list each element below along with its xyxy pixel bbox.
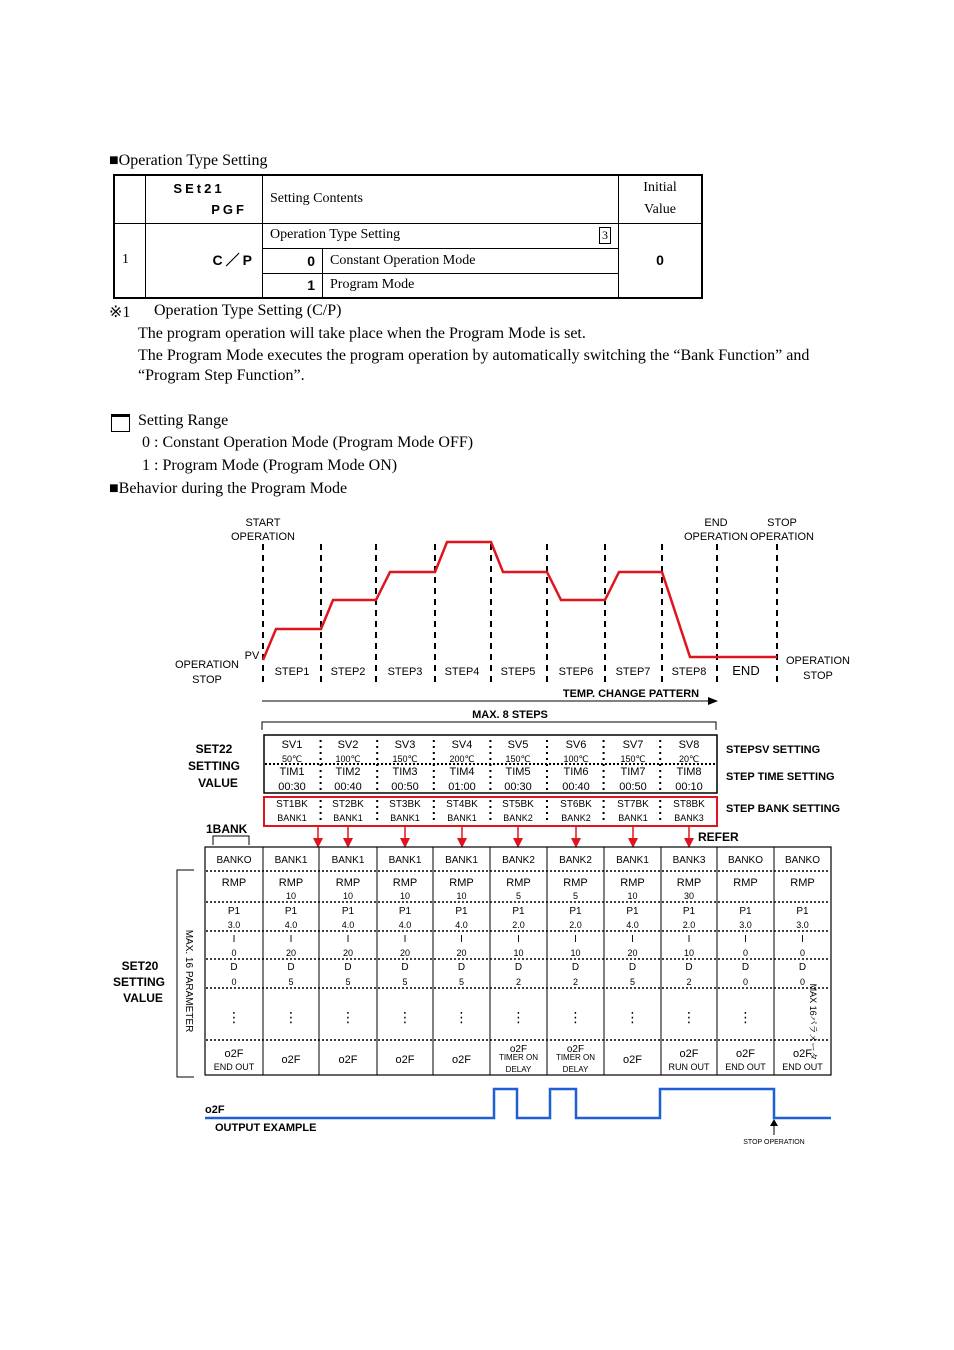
p1-label: P1 [284, 906, 298, 917]
tim-value: 00:50 [391, 781, 419, 793]
i-value: 20 [627, 948, 638, 958]
step-bank-label: ST3BK [389, 799, 421, 810]
o2f-label: o2F [566, 1044, 585, 1055]
set22-label: SET22 [195, 742, 233, 756]
step-bank-value: BANK1 [277, 813, 307, 823]
step-bank-value: BANK1 [618, 813, 648, 823]
sv-label: SV5 [507, 739, 529, 751]
bank-name: BANK1 [616, 855, 649, 866]
d-label: D [287, 962, 295, 973]
one-bank-bracket [213, 836, 249, 845]
sv-value: 150℃ [620, 754, 646, 764]
note-title: Operation Type Setting (C/P) [154, 302, 342, 319]
stop-operation-arrow-head [770, 1119, 778, 1126]
d-label: D [230, 962, 238, 973]
more-params-dots: ⋮ [625, 1009, 640, 1025]
step-bank-label: ST1BK [276, 799, 308, 810]
range-option-1: 1 : Program Mode (Program Mode ON) [142, 457, 398, 474]
set22-label: SETTING [187, 759, 241, 773]
rmp-value: 5 [515, 891, 522, 901]
tim-label: TIM1 [279, 766, 305, 778]
sv-value: 100℃ [563, 754, 589, 764]
stop-operation-label: STOP [767, 517, 797, 529]
operation-stop-left: OPERATION [175, 659, 239, 671]
o2f-label: o2F [679, 1048, 699, 1060]
more-params-dots: ⋮ [284, 1009, 298, 1025]
tim-value: 00:40 [562, 781, 590, 793]
note-line-1: The program operation will take place when the Program Mode is set. [138, 325, 586, 342]
p1-label: P1 [796, 906, 809, 917]
p1-value: 4.0 [626, 920, 639, 930]
start-operation-label: START [245, 517, 281, 529]
i-label: I [517, 934, 520, 945]
sv-value: 150℃ [505, 754, 531, 764]
rmp-label: RMP [278, 877, 304, 889]
rmp-value: 10 [285, 891, 297, 901]
output-waveform [205, 1089, 831, 1118]
step-label: STEP3 [387, 666, 423, 678]
p1-value: 4.0 [398, 920, 412, 930]
row-note-box: 3 [599, 227, 611, 244]
rmp-value: 30 [683, 891, 695, 901]
header-contents: Setting Contents [263, 175, 619, 223]
start-operation-label: OPERATION [231, 531, 295, 543]
o2f-label: o2F [793, 1048, 812, 1060]
stop-operation-bottom-label: STOP OPERATION [743, 1139, 805, 1146]
section-title: ■Operation Type Setting [109, 152, 268, 169]
bank-name: BANK3 [672, 855, 706, 866]
o2f-note: RUN OUT [668, 1062, 710, 1072]
o2f-label: o2F [452, 1054, 471, 1066]
tim-label: TIM4 [449, 766, 475, 778]
sv-label: SV2 [337, 739, 359, 751]
output-example-label: OUTPUT EXAMPLE [215, 1122, 317, 1134]
more-params-dots: ⋮ [398, 1009, 412, 1025]
o2f-note: DELAY [562, 1065, 589, 1074]
i-value: 0 [231, 948, 237, 958]
p1-label: P1 [512, 906, 525, 917]
bank-name: BANKO [727, 855, 764, 866]
i-label: I [403, 934, 407, 945]
sv-label: SV4 [451, 739, 473, 751]
initial-value: 0 [619, 223, 703, 298]
pv-label: PV [244, 650, 260, 662]
p1-label: P1 [341, 906, 355, 917]
sv-value: 200℃ [449, 754, 475, 764]
step-bank-label: ST6BK [560, 799, 592, 810]
code-set21: SEt21 [173, 181, 225, 197]
row-code: C／P [146, 223, 263, 298]
sv-value: 150℃ [392, 754, 418, 764]
bank-name: BANKO [216, 855, 252, 866]
rmp-label: RMP [449, 877, 474, 889]
temperature-pattern-line [263, 542, 777, 660]
row-number: 1 [114, 223, 146, 298]
i-label: I [289, 934, 293, 945]
rmp-label: RMP [392, 877, 418, 889]
p1-label: P1 [227, 906, 241, 917]
o2f-label: o2F [623, 1054, 642, 1066]
set20-label: SETTING [112, 975, 166, 989]
rmp-value: 10 [342, 891, 354, 901]
tim-label: TIM7 [620, 766, 646, 778]
p1-value: 3.0 [739, 920, 752, 930]
header-no-cell [114, 175, 146, 223]
step-bank-label: ST5BK [502, 799, 534, 810]
step-bank-label: ST2BK [332, 799, 364, 810]
operation-stop-right: STOP [803, 670, 833, 682]
bank-name: BANK1 [274, 855, 308, 866]
tim-label: TIM2 [335, 766, 361, 778]
step-bank-value: BANK1 [333, 813, 363, 823]
tim-label: TIM5 [505, 766, 531, 778]
p1-value: 2.0 [682, 920, 696, 930]
step-sv-setting-label: STEPSV SETTING [726, 744, 821, 756]
step-label: STEP6 [558, 666, 594, 678]
bank-name: BANKO [784, 855, 821, 866]
max-steps-bracket [262, 722, 716, 730]
d-value: 5 [629, 977, 636, 987]
more-params-dots: ⋮ [341, 1009, 355, 1025]
step-label: STEP4 [444, 666, 480, 678]
p1-value: 2.0 [569, 920, 582, 930]
o2f-note: END OUT [782, 1062, 823, 1072]
output-o2f-label: o2F [205, 1104, 225, 1116]
operation-type-table [113, 174, 703, 299]
end-operation-label: END [704, 517, 728, 529]
tim-value: 00:30 [278, 781, 306, 793]
step-bank-label: ST4BK [446, 799, 478, 810]
o2f-label: o2F [509, 1044, 528, 1055]
more-params-dots: ⋮ [227, 1009, 241, 1025]
rmp-label: RMP [620, 877, 645, 889]
sv-label: SV3 [394, 739, 416, 751]
stop-operation-label: OPERATION [750, 531, 814, 543]
set20-label: VALUE [123, 991, 163, 1005]
p1-value: 3.0 [227, 920, 241, 930]
rmp-label: RMP [563, 877, 588, 889]
d-value: 5 [402, 977, 408, 987]
i-value: 10 [513, 948, 524, 958]
bank-name: BANK1 [331, 855, 365, 866]
sv-label: SV1 [281, 739, 303, 751]
rmp-label: RMP [506, 877, 531, 889]
p1-value: 4.0 [455, 920, 468, 930]
p1-value: 4.0 [284, 920, 298, 930]
o2f-label: o2F [224, 1048, 244, 1060]
step-label: STEP5 [500, 666, 536, 678]
note-line-2: The Program Mode executes the program operation by automatically switching the “Bank Function” and [138, 347, 810, 364]
initial-header-2: Value [644, 202, 676, 218]
i-value: 10 [683, 948, 695, 958]
tim-value: 00:30 [504, 781, 532, 793]
header-code-cell [146, 175, 263, 223]
option-value-1: 1 [263, 273, 323, 298]
folder-icon [111, 414, 130, 432]
rmp-value: 10 [456, 891, 467, 901]
d-value: 0 [742, 977, 749, 987]
tim-value: 00:10 [675, 781, 703, 793]
p1-value: 4.0 [341, 920, 355, 930]
sv-value: 50℃ [281, 754, 303, 764]
o2f-note: DELAY [505, 1065, 532, 1074]
rmp-value: 10 [627, 891, 638, 901]
max-16-parameter-label: MAX. 16 PARAMETER [183, 929, 194, 1033]
i-label: I [631, 934, 634, 945]
d-value: 5 [288, 977, 294, 987]
step-time-setting-label: STEP TIME SETTING [726, 771, 835, 783]
i-value: 10 [570, 948, 581, 958]
bank-name: BANK1 [388, 855, 422, 866]
i-value: 20 [342, 948, 354, 958]
i-label: I [687, 934, 691, 945]
tim-value: 00:50 [619, 781, 647, 793]
step-bank-value: BANK3 [674, 813, 704, 823]
p1-label: P1 [455, 906, 468, 917]
initial-header-1: Initial [643, 180, 677, 196]
step-bank-label: ST7BK [617, 799, 649, 810]
i-label: I [232, 934, 236, 945]
row-title [263, 223, 619, 248]
refer-label: REFER [698, 830, 739, 844]
d-value: 2 [572, 977, 579, 987]
rmp-label: RMP [676, 877, 702, 889]
end-operation-label: OPERATION [684, 531, 748, 543]
pattern-arrow-head [708, 697, 718, 705]
i-value: 20 [399, 948, 411, 958]
set22-label: VALUE [198, 776, 238, 790]
o2f-note: TIMER ON [498, 1053, 539, 1062]
d-label: D [571, 962, 580, 973]
step-label: STEP1 [274, 666, 310, 678]
sv-label: SV6 [565, 739, 587, 751]
sv-value: 100℃ [335, 754, 361, 764]
d-value: 5 [345, 977, 351, 987]
d-label: D [628, 962, 637, 973]
o2f-note: END OUT [725, 1062, 766, 1072]
step-bank-value: BANK2 [503, 813, 533, 823]
o2f-label: o2F [395, 1054, 415, 1066]
sv-label: SV7 [622, 739, 644, 751]
i-label: I [744, 934, 747, 945]
note-line-3: “Program Step Function”. [138, 367, 305, 384]
step-label: STEP8 [671, 666, 707, 678]
d-label: D [514, 962, 523, 973]
step-bank-value: BANK1 [390, 813, 420, 823]
i-label: I [574, 934, 577, 945]
tim-value: 01:00 [448, 781, 476, 793]
option-label-0: Constant Operation Mode [323, 248, 619, 273]
d-value: 0 [799, 977, 806, 987]
d-label: D [798, 962, 807, 973]
operation-stop-right: OPERATION [786, 655, 850, 667]
o2f-note: END OUT [213, 1062, 255, 1072]
d-value: 2 [515, 977, 522, 987]
p1-label: P1 [626, 906, 639, 917]
rmp-label: RMP [335, 877, 361, 889]
d-label: D [741, 962, 750, 973]
tim-label: TIM6 [563, 766, 589, 778]
p1-label: P1 [682, 906, 696, 917]
note-marker: ※1 [109, 304, 131, 321]
bank-name: BANK1 [445, 855, 478, 866]
option-label-1: Program Mode [323, 273, 619, 298]
i-label: I [346, 934, 350, 945]
one-bank-label: 1BANK [206, 822, 248, 836]
range-option-0: 0 : Constant Operation Mode (Program Mode OFF) [142, 434, 474, 451]
p1-label: P1 [739, 906, 752, 917]
rmp-value: 5 [572, 891, 579, 901]
tim-label: TIM3 [392, 766, 418, 778]
step-bank-value: BANK1 [447, 813, 477, 823]
more-params-dots: ⋮ [738, 1009, 753, 1025]
more-params-dots: ⋮ [568, 1009, 583, 1025]
o2f-note: TIMER ON [555, 1053, 596, 1062]
d-label: D [457, 962, 466, 973]
d-value: 2 [686, 977, 692, 987]
sv-label: SV8 [678, 739, 700, 751]
max-side-note: MAX 16パラメータ [808, 983, 818, 1061]
d-label: D [344, 962, 352, 973]
i-value: 20 [456, 948, 467, 958]
i-value: 0 [799, 948, 806, 958]
code-pgf: PGF [211, 202, 247, 218]
i-value: 20 [285, 948, 297, 958]
rmp-value: 10 [399, 891, 411, 901]
rmp-label: RMP [790, 877, 815, 889]
header-initial [619, 175, 703, 223]
program-mode-diagram [0, 505, 954, 1155]
option-value-0: 0 [263, 248, 323, 273]
d-value: 5 [458, 977, 465, 987]
rmp-label: RMP [733, 877, 758, 889]
d-value: 0 [231, 977, 237, 987]
i-value: 0 [742, 948, 749, 958]
d-label: D [685, 962, 693, 973]
temp-change-pattern-label: TEMP. CHANGE PATTERN [562, 688, 700, 700]
step-bank-value: BANK2 [561, 813, 591, 823]
range-title: Setting Range [138, 412, 229, 429]
more-params-dots: ⋮ [682, 1009, 696, 1025]
o2f-label: o2F [736, 1048, 755, 1060]
more-params-dots: ⋮ [511, 1009, 526, 1025]
bank-name: BANK2 [502, 855, 535, 866]
p1-value: 2.0 [512, 920, 525, 930]
row-title-text: Operation Type Setting [270, 227, 401, 242]
step-bank-setting-label: STEP BANK SETTING [726, 803, 841, 815]
behavior-title: ■Behavior during the Program Mode [109, 480, 348, 497]
o2f-label: o2F [338, 1054, 358, 1066]
p1-label: P1 [398, 906, 412, 917]
bank-name: BANK2 [559, 855, 592, 866]
i-label: I [460, 934, 463, 945]
tim-label: TIM8 [676, 766, 702, 778]
p1-label: P1 [569, 906, 582, 917]
p1-value: 3.0 [796, 920, 809, 930]
sv-value: 20℃ [678, 754, 700, 764]
d-label: D [401, 962, 409, 973]
o2f-label: o2F [281, 1054, 301, 1066]
rmp-label: RMP [221, 877, 247, 889]
end-label: END [732, 663, 760, 678]
step-label: STEP7 [615, 666, 651, 678]
operation-stop-left: STOP [192, 674, 222, 686]
max-steps-label: MAX. 8 STEPS [472, 709, 548, 721]
step-bank-label: ST8BK [673, 799, 705, 810]
tim-value: 00:40 [334, 781, 362, 793]
more-params-dots: ⋮ [454, 1009, 469, 1025]
step-label: STEP2 [330, 666, 366, 678]
set20-label: SET20 [121, 959, 159, 973]
i-label: I [801, 934, 804, 945]
